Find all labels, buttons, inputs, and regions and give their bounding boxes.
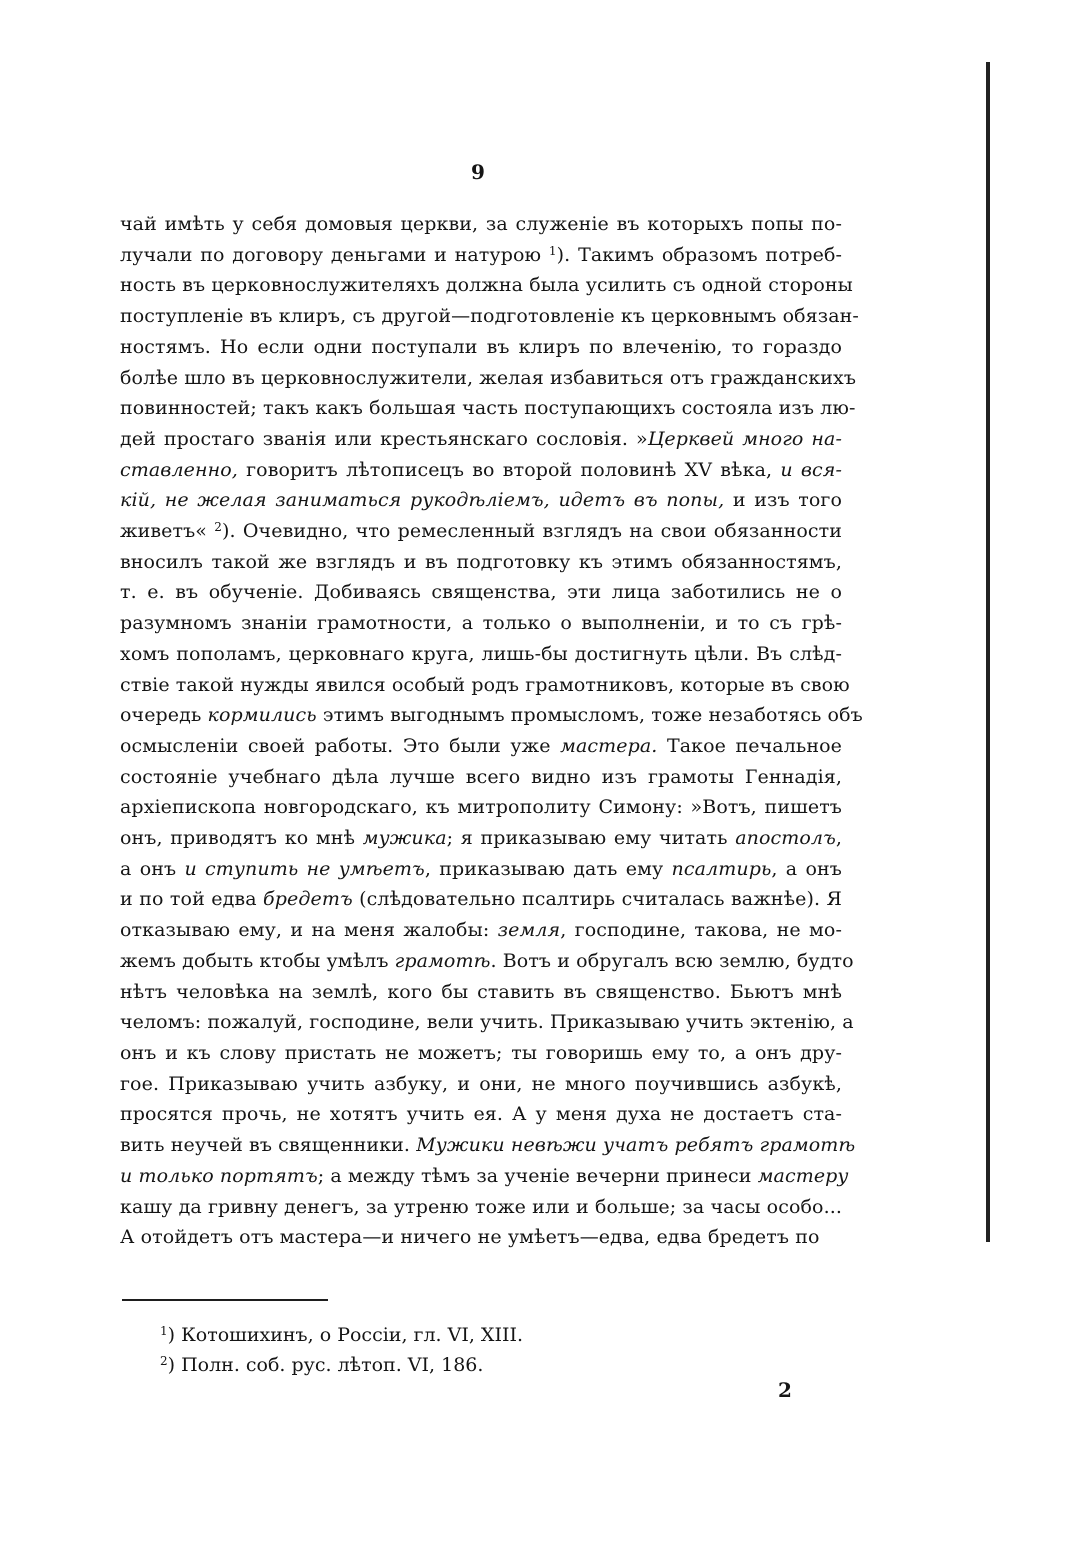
italic-segment: Мужики невѣжи учатъ ребятъ грамотѣ: [416, 1134, 856, 1157]
text-line: [120, 1192, 842, 1223]
text-segment: говоритъ лѣтописецъ во второй половинѣ XV вѣка,: [237, 458, 781, 481]
text-segment: вить неучей въ священники.: [120, 1134, 417, 1157]
text-segment: просятся прочь, не хотятъ учить ея. А у меня духа не достаетъ ста-: [120, 1103, 842, 1126]
footnote-text: ) Котошихинъ, о Россіи, гл. VI, XIII.: [167, 1324, 524, 1346]
text-segment: повинностей; такъ какъ большая часть поступающихъ состояла изъ лю-: [120, 397, 856, 420]
text-line: [120, 608, 842, 639]
text-line: [120, 240, 842, 271]
text-line: [120, 1099, 842, 1130]
text-segment: нѣтъ человѣка на землѣ, кого бы ставить въ священство. Бьютъ мнѣ: [120, 980, 842, 1003]
text-segment: ; а между тѣмъ за ученіе вечерни принеси: [317, 1164, 758, 1187]
text-segment: ; я приказываю ему читать: [446, 827, 736, 850]
text-segment: (слѣдовательно псалтирь считалась важнѣе). Я: [352, 888, 842, 911]
italic-segment: мужика: [362, 827, 447, 850]
italic-segment: бредетъ: [263, 888, 353, 911]
text-segment: ). Такимъ образомъ потреб-: [556, 243, 843, 266]
text-line: [120, 393, 856, 424]
text-segment: челомъ: пожалуй, господине, вели учить. Приказываю учить эктенію, а: [120, 1011, 854, 1034]
text-line: [120, 946, 854, 977]
italic-segment: грамотѣ: [394, 949, 491, 972]
footnote-ref: 1: [548, 243, 557, 258]
text-line: [120, 731, 842, 762]
body-text: [120, 209, 863, 1253]
text-segment: ствіе такой нужды явился особый родъ грамотниковъ, которые въ свою: [120, 673, 850, 696]
text-segment: жемъ добыть ктобы умѣлъ: [120, 949, 395, 972]
text-line: [120, 1130, 856, 1161]
italic-segment: и вся-: [780, 458, 842, 481]
text-segment: гое. Приказываю учить азбуку, и они, не много поучившись азбукѣ,: [120, 1072, 842, 1095]
text-segment: состояніе учебнаго дѣла лучше всего видно изъ грамоты Геннадія,: [120, 765, 842, 788]
text-segment: , господине, такова, не мо-: [560, 919, 842, 942]
italic-segment: Церквей много на-: [647, 427, 842, 450]
scan-edge-line: [986, 62, 990, 1242]
text-segment: а онъ: [120, 857, 185, 880]
text-segment: ностямъ. Но если одни поступали въ клиръ по влеченію, то гораздо: [120, 335, 842, 358]
footnote-2: [160, 1350, 523, 1380]
text-line: [120, 977, 842, 1008]
footnote-1: [160, 1320, 523, 1350]
text-segment: этимъ выгоднымъ промысломъ, тоже незаботясь объ: [316, 704, 863, 727]
text-segment: отказываю ему, и на меня жалобы:: [120, 919, 498, 942]
text-line: [120, 854, 842, 885]
text-line: [120, 209, 842, 240]
text-line: [120, 762, 842, 793]
text-segment: кашу да гривну денегъ, за утреню тоже или и больше; за часы особо...: [120, 1195, 842, 1218]
text-line: [120, 1069, 842, 1100]
text-line: [120, 455, 842, 486]
text-line: [120, 516, 842, 547]
text-segment: и по той едва: [120, 888, 264, 911]
text-segment: хомъ пополамъ, церковнаго круга, лишь-бы достигнуть цѣли. Въ слѣд-: [120, 642, 842, 665]
text-line: [120, 915, 842, 946]
italic-segment: ставленно,: [120, 458, 238, 481]
text-segment: чай имѣть у себя домовыя церкви, за служеніе въ которыхъ попы по-: [120, 213, 842, 235]
text-segment: разумномъ знаніи грамотности, а только о выполненіи, и то съ грѣ-: [120, 612, 842, 635]
italic-segment: земля: [497, 919, 561, 942]
text-line: [120, 700, 863, 731]
italic-segment: и только портятъ: [120, 1164, 318, 1187]
text-segment: и изъ того: [724, 489, 843, 512]
text-segment: дей простаго званія или крестьянскаго сословія. »: [120, 427, 648, 450]
text-segment: архіепископа новгородскаго, къ митрополиту Симону: »Вотъ, пишетъ: [120, 796, 842, 819]
footnote-mark: 2: [160, 1354, 168, 1368]
italic-segment: псалтирь: [671, 857, 772, 880]
italic-segment: мастера.: [560, 734, 658, 757]
footnote-mark: 1: [160, 1324, 168, 1338]
text-segment: ). Очевидно, что ремесленный взглядъ на свои обязанности: [222, 520, 842, 543]
text-segment: осмысленіи своей работы. Это были уже: [120, 734, 561, 757]
text-segment: ,: [835, 827, 842, 850]
text-line: [120, 363, 857, 394]
page-number: 9: [471, 160, 485, 184]
text-line: [120, 547, 842, 578]
italic-segment: апостолъ: [735, 827, 836, 850]
text-segment: вносилъ такой же взглядъ и въ подготовку къ этимъ обязанностямъ,: [120, 550, 842, 573]
text-segment: болѣе шло въ церковнослужители, желая избавиться отъ гражданскихъ: [120, 366, 857, 389]
text-line: [120, 1007, 854, 1038]
italic-segment: кій, не желая заниматься рукодѣліемъ, идетъ въ попы,: [120, 489, 725, 512]
text-line: [120, 270, 853, 301]
text-segment: ность въ церковнослужителяхъ должна была усилить съ одной стороны: [120, 274, 853, 297]
text-segment: т. е. въ обученіе. Добиваясь священства, эти лица заботились не о: [120, 581, 842, 604]
text-segment: лучали по договору деньгами и натурою: [120, 243, 549, 266]
text-segment: поступленіе въ клиръ, съ другой—подготовленіе къ церковнымъ обязан-: [120, 305, 859, 328]
footnote-text: ) Полн. соб. рус. лѣтоп. VI, 186.: [167, 1354, 484, 1376]
text-line: [120, 485, 842, 516]
text-line: [120, 1038, 842, 1069]
text-line: [120, 577, 842, 608]
text-segment: онъ, приводятъ ко мнѣ: [120, 827, 363, 850]
italic-segment: мастеру: [757, 1164, 849, 1187]
text-line: [120, 670, 850, 701]
text-line: [120, 884, 842, 915]
text-segment: , а онъ: [771, 857, 842, 880]
text-line: [120, 792, 842, 823]
text-segment: . Вотъ и обругалъ всю землю, будто: [490, 949, 854, 972]
text-line: [120, 823, 842, 854]
text-segment: онъ и къ слову пристать не можетъ; ты говоришь ему то, а онъ дру-: [120, 1041, 842, 1064]
text-segment: Такое печальное: [657, 734, 842, 757]
text-line: [120, 1222, 842, 1253]
text-segment: очередь: [120, 704, 208, 727]
footnote-rule: [122, 1299, 328, 1301]
text-segment: живетъ«: [120, 520, 215, 543]
text-line: [120, 301, 859, 332]
footnotes: [160, 1320, 523, 1380]
text-segment: , приказываю дать ему: [424, 857, 672, 880]
text-line: [120, 1161, 849, 1192]
text-line: [120, 424, 842, 455]
text-line: [120, 639, 842, 670]
signature-mark: 2: [778, 1378, 792, 1402]
italic-segment: кормились: [207, 704, 317, 727]
italic-segment: и ступить не умѣетъ: [184, 857, 425, 880]
text-line: [120, 332, 842, 363]
footnote-ref: 2: [214, 520, 222, 535]
text-segment: А отойдетъ отъ мастера—и ничего не умѣетъ—едва, едва бредетъ по: [120, 1226, 820, 1249]
